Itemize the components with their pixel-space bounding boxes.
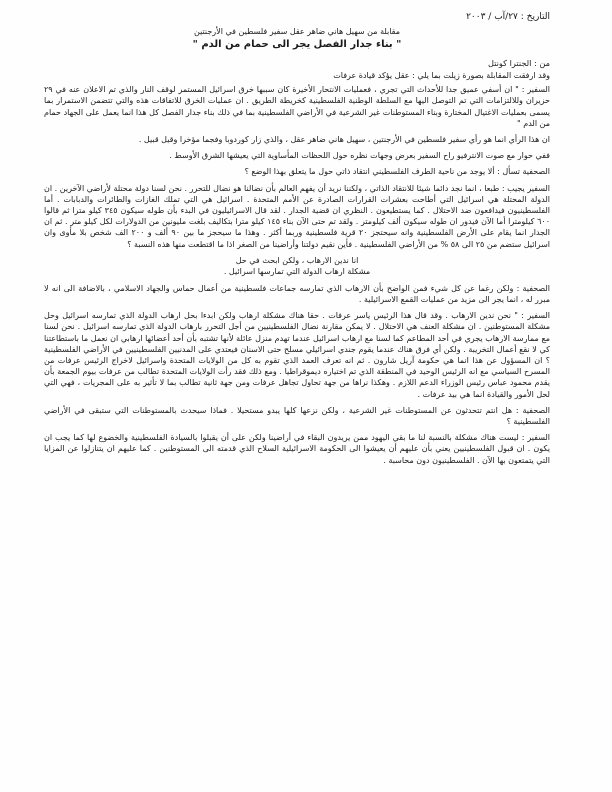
centered-line: مشكلة ارهاب الدولة التي تمارسها اسرائيل . (223, 266, 371, 276)
document-body (44, 12, 550, 471)
subheading: مقابلة من سهيل هاني ضاهر عقل سفير فلسطين في الأرجنتين (193, 27, 401, 36)
paragraph: وقد ارفقت المقابلة بصورة زيلت بما يلي : عقل يؤكد قيادة عرفات (333, 71, 550, 80)
document-title: " بناء جدار الفصل يجر الى حمام من الدم " (192, 39, 402, 50)
paragraph: ان هذا الرأي انما هو رأي سفير فلسطين في الأرجنتين ، سهيل هاني ضاهر عقل ، والذي زار كوردوبا وفجما مؤخرا وقيل قبيل . (138, 135, 550, 145)
paragraph: السفير : " نحن ندين الارهاب . وقد قال هذا الرئيس ياسر عرفات . حقا هناك مشكلة ارهاب ولكن ابدءا بحل ارهاب الدولة الذي تمارسه اسرائيل وحل مشكلة المستوطنين . ان مشكلة العنف هي الاحتلال . لا يمكن مقارنة نضال الفلسطينيين من أجل التحرر بارهاب الدولة الذي تمارسه اسرائيل . نحن لسنا مع ممارسة الارهاب يجري في أحد المطاعم كما لسنا مع ارهاب اسرائيل عندما تهدم منزل عائلة لأنها تشتبه بأن أحد أعضائها ارهابي ان نعمل ما باستطاعتنا كي لا نقع أعمال التخريبة . ولكن أي فرق هناك عندما يقوم جندي اسرائيلي مسلح حتى الاسنان فيعتدي على المدنيين الفلسطينيين في الأراضي الفلسطينية ؟ ان المسؤول عن هذا انما هي حكومة آريل شارون . ثم انه تعرف العمد الذي تقوم به كل من الولايات المتحدة واسرائيل لاخراج الرئيس عرفات من المسرح السياسي مع انه الرئيس الوحيد في المنطقة الذي تم اختياره ديموقراطيا . ومع ذلك فقد رأت الولايات المتحدة تطالب من عرفات بيوم الجمعة بأن يقدم محمود عباس رئيس الوزراء الدعم اللازم . وهكذا نراها من جهة تحاول تجاهل عرفات ومن جهة ثانية تطالب بما لا تأثير به على المجريات ، فهي التي لحل الأمور والقيادة انما هي بيد عرفات . (44, 311, 550, 399)
centered-line: انا ندين الارهاب ، ولكن ابحث في حل (235, 255, 359, 265)
paragraph: الصحفية : هل انتم تتحدثون عن المستوطنات غير الشرعية ، ولكن نزعها كلها يبدو مستحيلا . فماذا سيحدث بالمستوطنات التي ستبقى في الأراضي الفلسطينية ؟ (44, 405, 550, 427)
paragraph: ففي حوار مع صوت الانترفيو راح السفير بعرض وجهات نظره حول اللحظات المأساوية التي يعيشها الشرق الأوسط . (169, 151, 550, 161)
paragraph: الصحفية : ولكن رغما عن كل شيء فمن الواضح بأن الارهاب الذي تمارسه جماعات فلسطينية من أعمال حماس والجهاد الاسلامي ، بالاضافة الى انه لا مبرر له ، انما يجر الى مزيد من عمليات القمع الاسرائيلية . (44, 283, 550, 305)
date-line: التاريخ : ٢٧/آب / ٢٠٠٣ (466, 12, 550, 22)
paragraph: السفير : ليست هناك مشكلة بالنسبة لنا ما بقي اليهود ممن يريدون البقاء في أراضينا ولكن على أن يقبلوا بالسيادة الفلسطينية والخضوع لها كما يجب ان يكون . ان قبول الفلسطينيين يعني بأن عليهم أن يعيشوا الى الحكومة الاسرائيلية السلاح الذي قدمته الى المستوطنين . كما عليهم ان يتنازلوا عن المزايا التي يتمتعون بها الآن . الفلسطينيون دون محاسبة . (44, 433, 550, 465)
paragraph: السفير : " ان أسفي عميق جدا للأحداث التي تجري ، فعمليات الانتحار الأخيرة كان سببها خرق اسرائيل المستمر لوقف النار والذي تم الاعلان عنه في ٢٩ حزيران وللالتزامات التي تم التوصل اليها مع السلطة الوطنية الفلسطينية كخريطة الطريق . ان عمليات الخرق للاتفاقات هذه والتي تتضمن الاستمرار بما يسمى بعمليات الاغتيال المختارة وبناء المستوطنات غير الشرعية في الأراضي الفلسطينية بما في ذلك بناء جدار الفصل كل هذا انما يعمل على الجهاد حمام من الدم " (44, 85, 550, 128)
from-line: من : الجنترا كونتل (487, 58, 550, 68)
centered-quote (44, 255, 550, 277)
paragraph: الصحفية تسأل : ألا يوجد من ناحية الطرف الفلسطيني انتقاد ذاتي حول ما يتعلق بهذا الوضع ؟ (244, 167, 550, 177)
paragraph: السفير يجيب : طبعا ، انما نجد دائما شيئا للانتقاد الذاتي ، ولكننا نريد أن يفهم العالم بأن نضالنا هو نضال للتحرر . نحن لسنا دولة محتلة لأراضي الآخرين . ان الدولة المحتلة هي اسرائيل التي أطاحت بعشرات القرارات الصادرة عن الأمم المتحدة . اسرائيل هي التي تملك الغازات والطائرات والدبابات . أما الفلسطينيون فيدافعون ضد الاحتلال . كما يستطيعون . النظري ان قضية الجدار . لقد قال الاسرائيليون في البدء بأن طوله سيكون ٣٤٥ كيلو مترا ثم قالوا ٦٠٠ كيلومترا أما الآن فيدور ان طوله سيكون ألف كيلومتر . ولقد تم حتى الآن بناء ١٤٥ كيلو مترا بتكاليف بلغت مليونين من الدولارات لكل كيلو متر . ثم ان الجدار انما يقام على الأرض الفلسطينية وانه سيحتجز ٢٠ قرية فلسطينية وربما أكثر . وهذا ما سيحجز ما بين ٩٠ ألف و ٢٠٠ الف شخص بلا مأوى وان اسرائيل ستضم من ٢٥ الى ٥٨ % من الأراضي الفلسطينية . فأين نقيم دولتنا وأراضينا من الصغر اذا ما اقتطعت منها هذه النسبة ؟ (44, 183, 551, 249)
